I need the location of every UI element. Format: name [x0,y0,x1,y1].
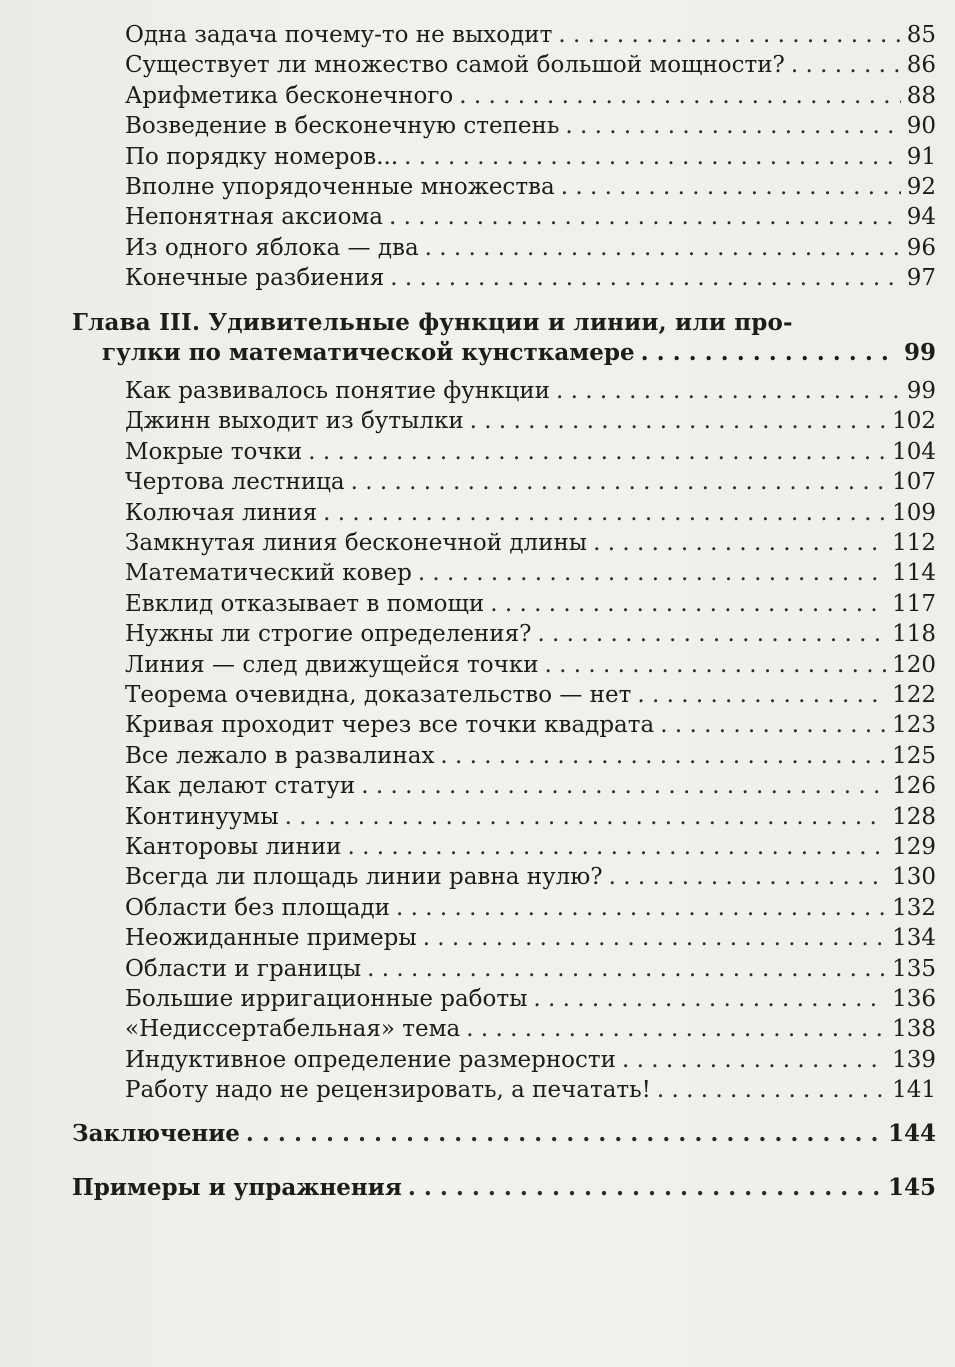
toc-entry-title: Большие ирригационные работы [125,986,528,1012]
toc-entry [125,771,936,801]
toc-entry-title: Все лежало в развалинах [125,742,435,769]
toc-entry-title: Области и границы [125,955,362,982]
toc-entry [125,558,936,588]
toc-entry [125,893,936,923]
page-number: 96 [906,234,936,261]
toc-entry-title: Всегда ли площадь линии равна нулю? [125,864,603,891]
page-number: 94 [906,204,936,231]
page-number: 141 [892,1077,936,1104]
toc-entry [125,498,936,528]
toc-entry [125,263,936,293]
toc-entry-title: Мокрые точки [125,438,303,465]
toc-entry-title: Работу надо не рецензировать, а печатать! [125,1077,651,1104]
toc-entry [125,923,936,953]
page-number: 120 [892,651,936,678]
toc-entry [125,528,936,558]
dot-leader [347,832,886,862]
toc-entry-title: Как делают статуи [125,773,356,800]
dot-leader [466,1014,886,1044]
toc-entry [125,862,936,892]
page-number: 114 [892,560,936,587]
chapter-heading-line1: Глава III. Удивительные функции и линии, или про- [72,309,793,336]
page-number: 134 [892,925,936,952]
page-number: 112 [892,530,936,556]
page-number: 85 [906,22,936,48]
page-number: 136 [892,986,936,1012]
toc-entry [125,710,936,740]
toc-entry [125,1045,936,1075]
toc-entry [125,111,936,141]
page-number: 86 [906,52,936,79]
toc-entry-title: Замкнутая линия бесконечной длины [125,530,588,556]
page-number: 138 [892,1016,936,1043]
toc-entry [125,1014,936,1044]
dot-leader [423,923,886,953]
dot-leader [545,650,887,680]
dot-leader [367,954,886,984]
toc-entry-title: Джинн выходит из бутылки [125,408,464,435]
page-number: 109 [892,499,936,526]
toc-entry [125,954,936,984]
page-number: 107 [892,469,936,496]
toc-entry-title: Конечные разбиения [125,265,385,292]
toc-entry-title: Евклид отказывает в помощи [125,590,485,617]
toc-entry-title: Математический ковер [125,560,412,587]
page-number: 126 [892,773,936,800]
page-number: 145 [887,1174,936,1201]
page-number: 88 [906,82,936,109]
dot-leader [425,233,901,263]
dot-leader [641,338,898,368]
page-number: 129 [892,834,936,860]
toc-entry-title: По порядку номеров... [125,143,399,170]
chapter-heading-line2-row [72,338,936,368]
toc-entry [125,984,936,1014]
dot-leader [408,1173,882,1203]
toc-entry [125,50,936,80]
page-number: 99 [903,339,936,366]
toc-entry-title: Вполне упорядоченные множества [125,174,555,200]
toc-entry-title: Из одного яблока — два [125,234,419,261]
page-number: 130 [892,864,936,891]
dot-leader [440,741,886,771]
chapter-heading [72,308,936,368]
toc-entry [125,589,936,619]
dot-leader [609,862,887,892]
dot-leader [246,1119,882,1149]
dot-leader [490,589,886,619]
dot-leader [308,437,886,467]
page-number: 123 [892,712,936,739]
dot-leader [389,202,901,232]
toc-entry-title: Области без площади [125,894,390,921]
page-number: 90 [906,113,936,140]
toc-entry-title: Нужны ли строгие определения? [125,621,532,648]
toc-entry-title: Континуумы [125,803,279,830]
dot-leader [622,1045,886,1075]
toc-entry-title: Линия — след движущейся точки [125,651,539,678]
dot-leader [556,376,901,406]
toc-entry [125,467,936,497]
toc-entry [125,81,936,111]
toc-entry-title: Арифметика бесконечного [125,82,454,109]
toc-entry [125,437,936,467]
dot-leader [537,619,886,649]
dot-leader [660,710,886,740]
page-number: 118 [892,621,936,648]
dot-leader [657,1075,886,1105]
dot-leader [791,50,901,80]
page-number: 104 [892,438,936,465]
dot-leader [533,984,886,1014]
toc-entry-title: Неожиданные примеры [125,925,417,952]
toc-entry [72,1173,936,1203]
dot-leader [361,771,886,801]
page-number: 97 [906,265,936,292]
toc-entry [125,406,936,436]
page-number: 99 [906,378,936,404]
toc-entry [125,650,936,680]
toc-entry [125,619,936,649]
toc-entry [125,1075,936,1105]
toc-entry-title: Заключение [72,1120,240,1147]
page-number: 102 [892,408,936,435]
toc-entry-title: «Недиссертабельная» тема [125,1016,461,1043]
dot-leader [418,558,886,588]
page-number: 144 [887,1120,936,1147]
toc-entry [125,202,936,232]
page-number: 128 [892,803,936,830]
toc-entry-title: Канторовы линии [125,834,342,860]
dot-leader [351,467,886,497]
dot-leader [593,528,886,558]
toc-entry-title: Непонятная аксиома [125,204,384,231]
toc-entry-title: Колючая линия [125,499,318,526]
dot-leader [637,680,886,710]
page-number: 132 [892,894,936,921]
dot-leader [561,172,901,202]
dot-leader [285,802,886,832]
dot-leader [558,20,900,50]
page-number: 91 [906,143,936,170]
toc-entry [125,172,936,202]
dot-leader [323,498,886,528]
toc-entry-title: Индуктивное определение размерности [125,1046,616,1073]
page-number: 117 [892,590,936,617]
toc-entry [125,802,936,832]
toc-entry [125,376,936,406]
page-number: 135 [892,955,936,982]
toc-entry-title: Возведение в бесконечную степень [125,113,560,140]
toc-entry-title: Примеры и упражнения [72,1174,402,1201]
page-number: 122 [892,682,936,708]
toc-entry [125,233,936,263]
toc-entry-title: Кривая проходит через все точки квадрата [125,712,655,739]
toc-entry-title: Как развивалось понятие функции [125,378,550,404]
toc-entry [72,1119,936,1149]
page-number: 125 [892,742,936,769]
chapter-heading-line2: гулки по математической кунсткамере [102,339,635,366]
dot-leader [470,406,886,436]
toc-entry-title: Одна задача почему-то не выходит [125,22,553,48]
toc-entry-title: Существует ли множество самой большой мощности? [125,52,785,79]
toc-entry [125,142,936,172]
toc-entry [125,741,936,771]
toc-entry-title: Теорема очевидна, доказательство — нет [125,682,632,708]
toc-entry [125,20,936,50]
toc-entry [125,680,936,710]
toc-entry-title: Чертова лестница [125,469,345,496]
page-number: 139 [892,1046,936,1073]
dot-leader [390,263,900,293]
toc-entry [125,832,936,862]
dot-leader [459,81,901,111]
dot-leader [396,893,886,923]
dot-leader [565,111,900,141]
dot-leader [404,142,901,172]
page-number: 92 [906,174,936,200]
